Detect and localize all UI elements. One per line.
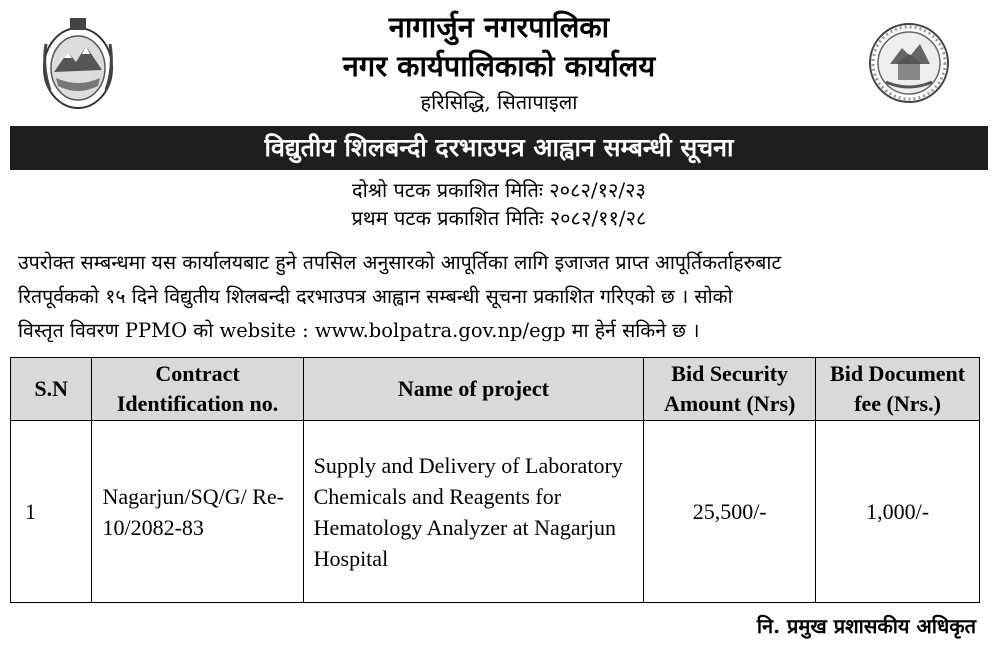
notice-body-line: विस्तृत विवरण PPMO को website : www.bolpatra.gov.np/egp मा हेर्न सकिने छ । <box>18 319 700 342</box>
notice-body-line: रितपूर्वकको १५ दिने विद्युतीय शिलबन्दी दरभाउपत्र आह्वान सम्बन्धी सूचना प्रकाशित गरिएको छ । सोको <box>18 285 733 308</box>
row-sn: 1 <box>11 421 92 603</box>
header-contract-id: Contract Identification no. <box>92 358 303 421</box>
row-contract-id: Nagarjun/SQ/G/ Re-10/2082-83 <box>92 421 303 603</box>
office-address: हरिसिद्धि, सितापाइला <box>420 90 578 114</box>
header-document-fee: Bid Document fee (Nrs.) <box>816 358 980 421</box>
notice-body-line: उपरोक्त सम्बन्धमा यस कार्यालयबाट हुने तपसिल अनुसारको आपूर्तिका लागि इजाजत प्राप्त आपूर्तिकर्ताहरुबाट <box>18 251 782 274</box>
notice-title-banner: विद्युतीय शिलबन्दी दरभाउपत्र आह्वान सम्बन्धी सूचना <box>10 126 988 170</box>
first-publication-date: प्रथम पटक प्रकाशित मितिः २०८२/११/२८ <box>351 206 647 230</box>
table-header-row <box>11 358 980 421</box>
header-project-name: Name of project <box>303 358 644 421</box>
header-sn: S.N <box>11 358 92 421</box>
row-bid-security: 25,500/- <box>644 421 816 603</box>
office-subtitle: नगर कार्यपालिकाको कार्यालय <box>342 49 656 83</box>
tender-table <box>10 357 980 603</box>
header-bid-security: Bid Security Amount (Nrs) <box>644 358 816 421</box>
row-project-name: Supply and Delivery of Laboratory Chemicals and Reagents for Hematology Analyzer at Nagarjun Hospital <box>303 421 644 603</box>
office-name: नागार्जुन नगरपालिका <box>388 10 610 44</box>
row-document-fee: 1,000/- <box>816 421 980 603</box>
notice-body <box>18 246 980 348</box>
signatory-title: नि. प्रमुख प्रशासकीय अधिकृत <box>756 614 976 638</box>
second-publication-date: दोश्रो पटक प्रकाशित मितिः २०८२/१२/२३ <box>352 178 646 202</box>
table-row <box>11 421 980 603</box>
